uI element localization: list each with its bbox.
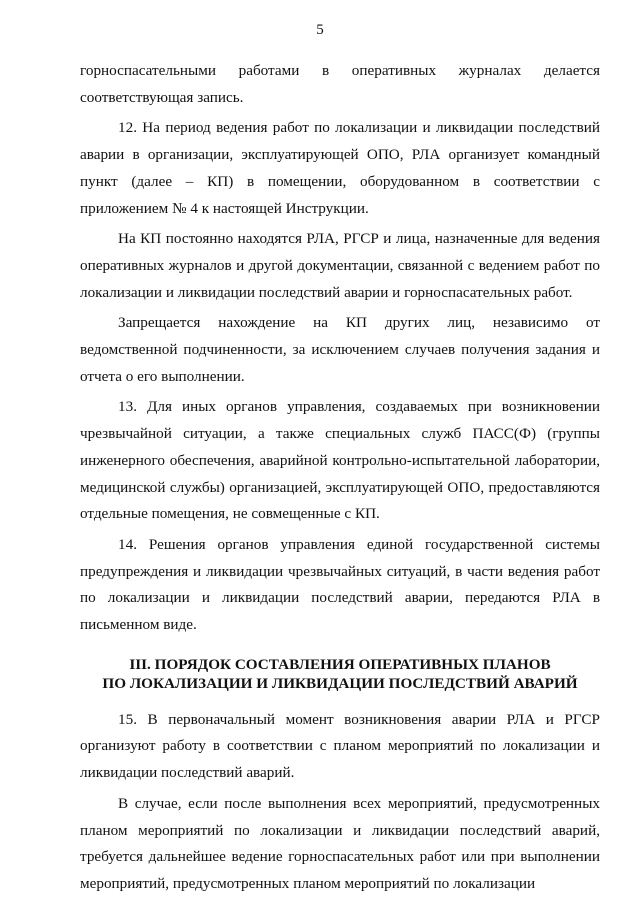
document-body — [80, 58, 600, 902]
paragraphs-before-heading — [80, 58, 600, 639]
paragraph-p14: 14. Решения органов управления единой государственной системы предупреждения и ликвидации чрезвычайных ситуаций, в части ведения работ по локализации и ликвидации последствий аварии, передаются РЛА в письменном виде. — [80, 535, 600, 634]
paragraph-p12: 12. На период ведения работ по локализации и ликвидации последствий аварии в организации, эксплуатирующей ОПО, РЛА организует командный пункт (далее – КП) в помещении, оборудованном в соответствии с приложением № 4 к настоящей Инструкции. — [80, 119, 600, 217]
section-heading-line-1: III. ПОРЯДОК СОСТАВЛЕНИЯ ОПЕРАТИВНЫХ ПЛАНОВ — [129, 655, 551, 673]
paragraph-p12b: На КП постоянно находятся РЛА, РГСР и лица, назначенные для ведения оперативных журналов и другой документации, связанной с ведением работ по локализации и ликвидации последствий аварии и горноспасательных работ. — [80, 230, 600, 301]
paragraph-p15b: В случае, если после выполнения всех мероприятий, предусмотренных планом мероприятий по локализации и ликвидации последствий аварий, требуется дальнейшее ведение горноспасательных работ или при выполнении мероприятий, предусмотренных планом мероприятий по локализации — [80, 794, 600, 892]
section-heading — [80, 655, 600, 693]
section-heading-line-2: ПО ЛОКАЛИЗАЦИИ И ЛИКВИДАЦИИ ПОСЛЕДСТВИЙ АВАРИЙ — [102, 674, 578, 692]
paragraphs-after-heading — [80, 707, 600, 898]
paragraph-p12c: Запрещается нахождение на КП других лиц, независимо от ведомственной подчиненности, за исключением случаев получения задания и отчета о его выполнении. — [80, 314, 600, 385]
paragraph-p0: горноспасательными работами в оперативных журналах делается соответствующая запись. — [80, 62, 600, 106]
paragraph-p13: 13. Для иных органов управления, создаваемых при возникновении чрезвычайной ситуации, а также специальных служб ПАСС(Ф) (группы инженерного обеспечения, аварийной контрольно-испытательной лаборатории, медицинской службы) организацией, эксплуатирующей ОПО, предоставляются отдельные помещения, не совмещенные с КП. — [80, 398, 600, 523]
page-number: 5 — [316, 22, 324, 38]
paragraph-p15: 15. В первоначальный момент возникновения аварии РЛА и РГСР организуют работу в соответствии с планом мероприятий по локализации и ликвидации последствий аварий. — [80, 710, 600, 782]
